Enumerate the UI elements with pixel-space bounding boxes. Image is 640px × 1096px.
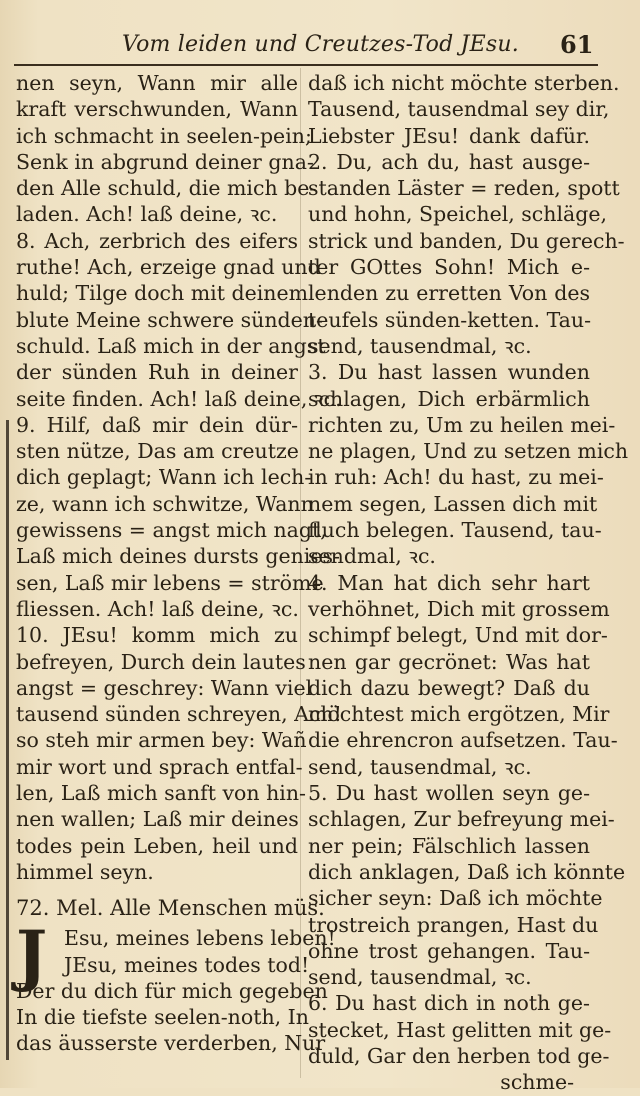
text-line: gewissens = angst mich nagt, — [16, 518, 327, 543]
text-line: schlagen, Zur befreyung mei- — [308, 807, 615, 832]
text-line: Senk in abgrund deiner gna- — [16, 149, 314, 174]
text-line: ich schmacht in seelen-pein; — [16, 123, 312, 148]
text-line: und hohn, Speichel, schläge, — [308, 202, 608, 227]
text-line: stecket, Hast gelitten mit ge- — [308, 1017, 612, 1042]
text-line: send, tausendmal, ꝛc. — [308, 754, 532, 779]
text-line: die ehrencron aufsetzen. Tau- — [308, 728, 618, 753]
text-line: nem segen, Lassen dich mit — [308, 491, 598, 516]
text-line: 4. Man hat dich sehr hart — [308, 570, 590, 595]
text-line: 9. Hilf, daß mir dein dür- — [16, 412, 298, 437]
text-line: ner pein; Fälschlich lassen — [308, 833, 590, 858]
text-line: Der du dich für mich gegeben — [16, 978, 328, 1003]
right-column — [308, 70, 629, 1096]
text-line: himmel seyn. — [16, 859, 154, 884]
text-line: daß ich nicht möchte sterben. — [308, 71, 620, 95]
text-line: ter GOttes Sohn! Mich e- — [308, 255, 590, 280]
text-line: dich anklagen, Daß ich könnte — [308, 859, 626, 884]
text-line: seite finden. Ach! laß deine, ꝛc. — [16, 386, 342, 411]
text-line: sicher seyn: Daß ich möchte — [308, 886, 603, 911]
text-line: trostreich prangen, Hast du — [308, 912, 599, 937]
text-line: Laß mich deines dursts genies- — [16, 544, 340, 569]
text-line: tausend sünden schreyen, Ach! — [16, 702, 342, 727]
text-line: In die tiefste seelen-noth, In — [16, 1005, 309, 1030]
text-line: strick und banden, Du gerech- — [308, 228, 625, 253]
right-text-block — [308, 70, 629, 1069]
text-line: verhöhnet, Dich mit grossem — [308, 596, 610, 621]
text-line: so steh mir armen bey: Wañ — [16, 728, 307, 753]
text-line: 5. Du hast wollen seyn ge- — [308, 781, 590, 806]
text-line: möchtest mich ergötzen, Mir — [308, 702, 610, 727]
text-line: dich dazu bewegt? Daß du — [308, 675, 590, 700]
text-line: send, tausendmal, ꝛc. — [308, 965, 532, 990]
text-line: duld, Gar den herben tod ge- — [308, 1043, 610, 1068]
text-line: 2. Du, ach du, hast ausge- — [308, 149, 590, 174]
text-line: fluch belegen. Tausend, tau- — [308, 518, 602, 543]
margin-shadow — [6, 420, 9, 1060]
text-line: schimpf belegt, Und mit dor- — [308, 623, 608, 648]
text-line: in ruh: Ach! du hast, zu mei- — [308, 465, 604, 490]
text-line: das äusserste verderben, Nur — [16, 1031, 326, 1056]
text-line: 10. JEsu! komm mich zu — [16, 623, 298, 648]
text-line: huld; Tilge doch mit deinem — [16, 281, 309, 306]
text-line: schlagen, Dich erbärmlich — [308, 386, 590, 411]
text-line: len, Laß mich sanft von hin- — [16, 781, 306, 806]
text-line: laden. Ach! laß deine, ꝛc. — [16, 202, 278, 227]
text-line: ze, wann ich schwitze, Wann — [16, 491, 314, 516]
page-header — [0, 28, 640, 62]
text-line: JEsu, meines todes tod! — [64, 952, 310, 977]
text-line: todes pein Leben, heil und — [16, 833, 298, 858]
hymn-heading: 72. Mel. Alle Menschen müs. — [16, 896, 325, 921]
text-line: nen seyn, Wann mir alle — [16, 71, 298, 95]
drop-cap: J — [16, 916, 48, 995]
catchword: schme- — [500, 1070, 574, 1095]
text-line: fliessen. Ach! laß deine, ꝛc. — [16, 596, 299, 621]
text-line: richten zu, Um zu heilen mei- — [308, 412, 616, 437]
left-text-block — [16, 70, 342, 885]
text-line: blute Meine schwere sünden- — [16, 307, 323, 332]
header-rule — [14, 64, 598, 66]
running-title: Vom leiden und Creutzes-Tod JEsu. — [122, 32, 519, 57]
text-line: kraft verschwunden, Wann — [16, 97, 298, 122]
text-line: dich geplagt; Wann ich lech- — [16, 465, 312, 490]
text-line: 8. Ach, zerbrich des eifers — [16, 228, 298, 253]
text-line: den Alle schuld, die mich be- — [16, 176, 317, 201]
text-line: teufels sünden-ketten. Tau- — [308, 307, 592, 332]
text-line: mir wort und sprach entfal- — [16, 754, 303, 779]
text-line: standen Läster = reden, spott — [308, 176, 620, 201]
left-column — [16, 70, 342, 1057]
text-line: sen, Laß mir lebens = ströme — [16, 570, 324, 595]
text-line: lenden zu erretten Von des — [308, 281, 590, 306]
text-line: schuld. Laß mich in der angst — [16, 333, 326, 358]
text-line: nen gar gecrönet: Was hat — [308, 649, 590, 674]
text-line: ohne trost gehangen. Tau- — [308, 938, 590, 963]
hymn-lines — [16, 978, 328, 1057]
page-number: 61 — [560, 30, 594, 59]
text-line: 6. Du hast dich in noth ge- — [308, 991, 590, 1016]
text-line: angst = geschrey: Wann viel — [16, 675, 313, 700]
text-line: sten nütze, Das am creutze — [16, 439, 299, 464]
hymn-indented-lines — [16, 925, 336, 978]
text-line: befreyen, Durch dein lautes — [16, 649, 306, 674]
text-line: sendmal, ꝛc. — [308, 544, 436, 569]
text-line: ruthe! Ach, erzeige gnad und — [16, 255, 321, 280]
text-line: Tausend, tausendmal sey dir, — [308, 97, 610, 122]
text-line: Liebster JEsu! dank dafür. — [308, 123, 590, 148]
text-line: send, tausendmal, ꝛc. — [308, 333, 532, 358]
text-line: der sünden Ruh in deiner — [16, 360, 298, 385]
text-line: Esu, meines lebens leben! — [64, 926, 336, 951]
text-line: nen wallen; Laß mir deines — [16, 807, 299, 832]
text-line: ne plagen, Und zu setzen mich — [308, 439, 629, 464]
text-line: 3. Du hast lassen wunden — [308, 360, 590, 385]
